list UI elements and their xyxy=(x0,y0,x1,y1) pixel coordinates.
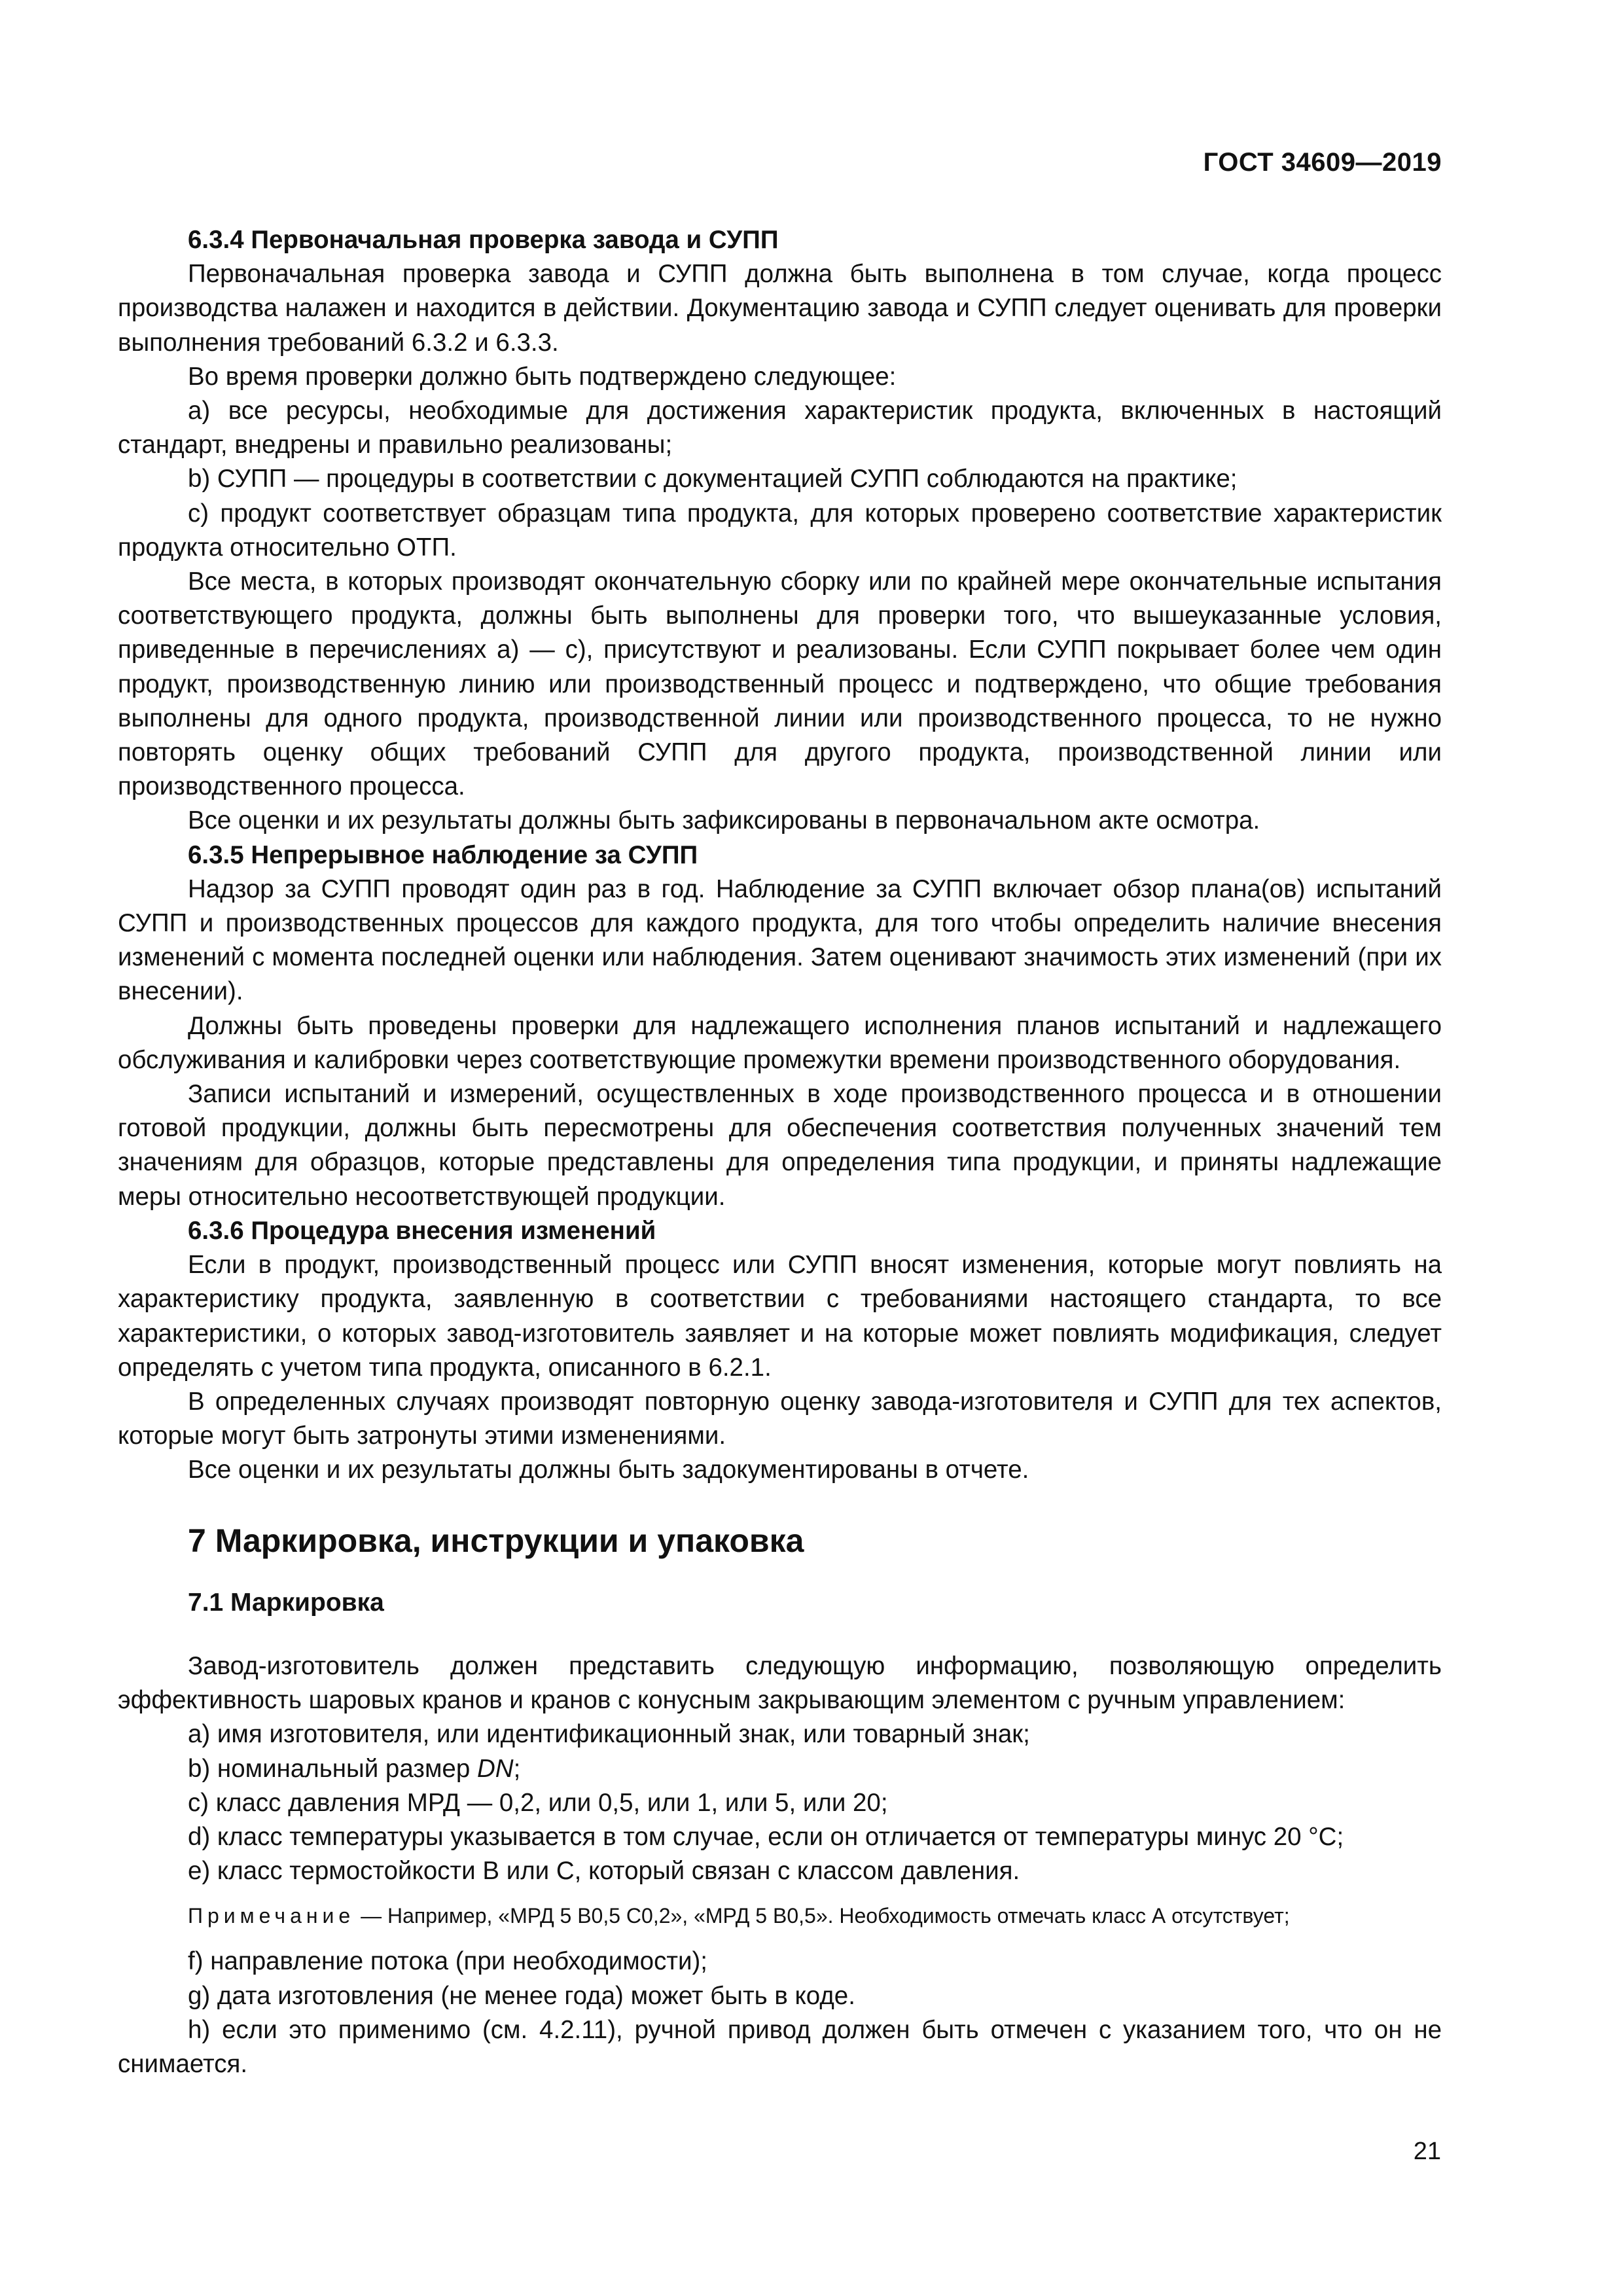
section-heading-6-3-4: 6.3.4 Первоначальная проверка завода и СУПП xyxy=(188,226,779,254)
list-item: g) дата изготовления (не менее года) может быть в коде. xyxy=(188,1981,855,2010)
note xyxy=(118,1901,1442,1930)
paragraph: Надзор за СУПП проводят один раз в год. Наблюдение за СУПП включает обзор плана(ов) испытаний СУПП и производственных процессов для каждого продукта, для того чтобы определить наличие внесения изменений с момента последней оценки или наблюдения. Затем оценивают значимость этих изменений (при их внесении). xyxy=(118,874,1442,1006)
paragraph: Во время проверки должно быть подтверждено следующее: xyxy=(188,362,897,391)
section-heading-6-3-5: 6.3.5 Непрерывное наблюдение за СУПП xyxy=(188,840,698,869)
list-item: f) направление потока (при необходимости); xyxy=(188,1947,707,1976)
list-item: с) продукт соответствует образцам типа продукта, для которых проверено соответствие характеристик продукта относительно ОТП. xyxy=(118,499,1442,562)
page-number: 21 xyxy=(1413,2138,1441,2165)
list-item: d) класс температуры указывается в том случае, если он отличается от температуры минус 20 °С; xyxy=(188,1823,1344,1852)
document-code: ГОСТ 34609—2019 xyxy=(1203,148,1442,177)
list-item: h) если это применимо (см. 4.2.11), ручной привод должен быть отмечен с указанием того, что он не снимается. xyxy=(118,2015,1442,2079)
paragraph: Все места, в которых производят окончательную сборку или по крайней мере окончательные испытания соответствующего продукта, должны быть выполнены для проверки того, что вышеуказанные условия, приведенные в перечислениях а) — с), присутствуют и реализованы. Если СУПП покрывает более чем один продукт, производственную линию или производственный процесс и подтверждено, что общие требования выполнены для одного продукта, производственной линии или производственного процесса, то не нужно повторять оценку общих требований СУПП для другого продукта, производственной линии или производственного процесса. xyxy=(118,567,1442,801)
paragraph: Все оценки и их результаты должны быть зафиксированы в первоначальном акте осмотра. xyxy=(188,806,1260,835)
list-item: а) имя изготовителя, или идентификационный знак, или товарный знак; xyxy=(188,1720,1030,1749)
paragraph: В определенных случаях производят повторную оценку завода-изготовителя и СУПП для тех аспектов, которые могут быть затронуты этими изменениями. xyxy=(118,1387,1442,1450)
paragraph: Завод-изготовитель должен представить следующую информацию, позволяющую определить эффективность шаровых кранов и кранов с конусным закрывающим элементом с ручным управлением: xyxy=(118,1652,1442,1715)
list-item-italic: DN xyxy=(476,1754,514,1783)
list-item-text: ; xyxy=(513,1754,521,1783)
marking-text-block xyxy=(118,1649,1442,2081)
list-item-text: b) номинальный размер xyxy=(188,1754,477,1783)
note-label: Примечание xyxy=(188,1904,355,1928)
main-text-block xyxy=(118,223,1442,1488)
paragraph: Все оценки и их результаты должны быть задокументированы в отчете. xyxy=(188,1456,1029,1484)
list-item: е) класс термостойкости В или С, который связан с классом давления. xyxy=(188,1857,1020,1886)
chapter-heading-7: 7 Маркировка, инструкции и упаковка xyxy=(188,1522,804,1559)
list-item: с) класс давления МРД — 0,2, или 0,5, или 1, или 5, или 20; xyxy=(188,1788,888,1817)
note-text: — Например, «МРД 5 В0,5 С0,2», «МРД 5 В0,5». Необходимость отмечать класс А отсутствует; xyxy=(355,1904,1290,1928)
section-heading-6-3-6: 6.3.6 Процедура внесения изменений xyxy=(188,1216,656,1245)
paragraph: Если в продукт, производственный процесс или СУПП вносят изменения, которые могут повлиять на характеристику продукта, заявленную в соответствии с требованиями настоящего стандарта, то все характеристики, о которых завод-изготовитель заявляет и на которые может повлиять модификация, следует определять с учетом типа продукта, описанного в 6.2.1. xyxy=(118,1251,1442,1382)
paragraph: Первоначальная проверка завода и СУПП должна быть выполнена в том случае, когда процесс производства налажен и находится в действии. Документацию завода и СУПП следует оценивать для проверки выполнения требований 6.3.2 и 6.3.3. xyxy=(118,260,1442,357)
paragraph: Должны быть проведены проверки для надлежащего исполнения планов испытаний и надлежащего обслуживания и калибровки через соответствующие промежутки времени производственного оборудования. xyxy=(118,1011,1442,1074)
list-item xyxy=(118,1752,1442,1786)
list-item: b) СУПП — процедуры в соответствии с документацией СУПП соблюдаются на практике; xyxy=(188,465,1238,493)
list-item: а) все ресурсы, необходимые для достижения характеристик продукта, включенных в настоящий стандарт, внедрены и правильно реализованы; xyxy=(118,397,1442,459)
section-heading-7-1: 7.1 Маркировка xyxy=(188,1588,384,1617)
paragraph: Записи испытаний и измерений, осуществленных в ходе производственного процесса и в отношении готовой продукции, должны быть пересмотрены для обеспечения соответствия полученных значений тем значениям для образцов, которые представлены для определения типа продукции, и приняты надлежащие меры относительно несоответствующей продукции. xyxy=(118,1080,1442,1211)
